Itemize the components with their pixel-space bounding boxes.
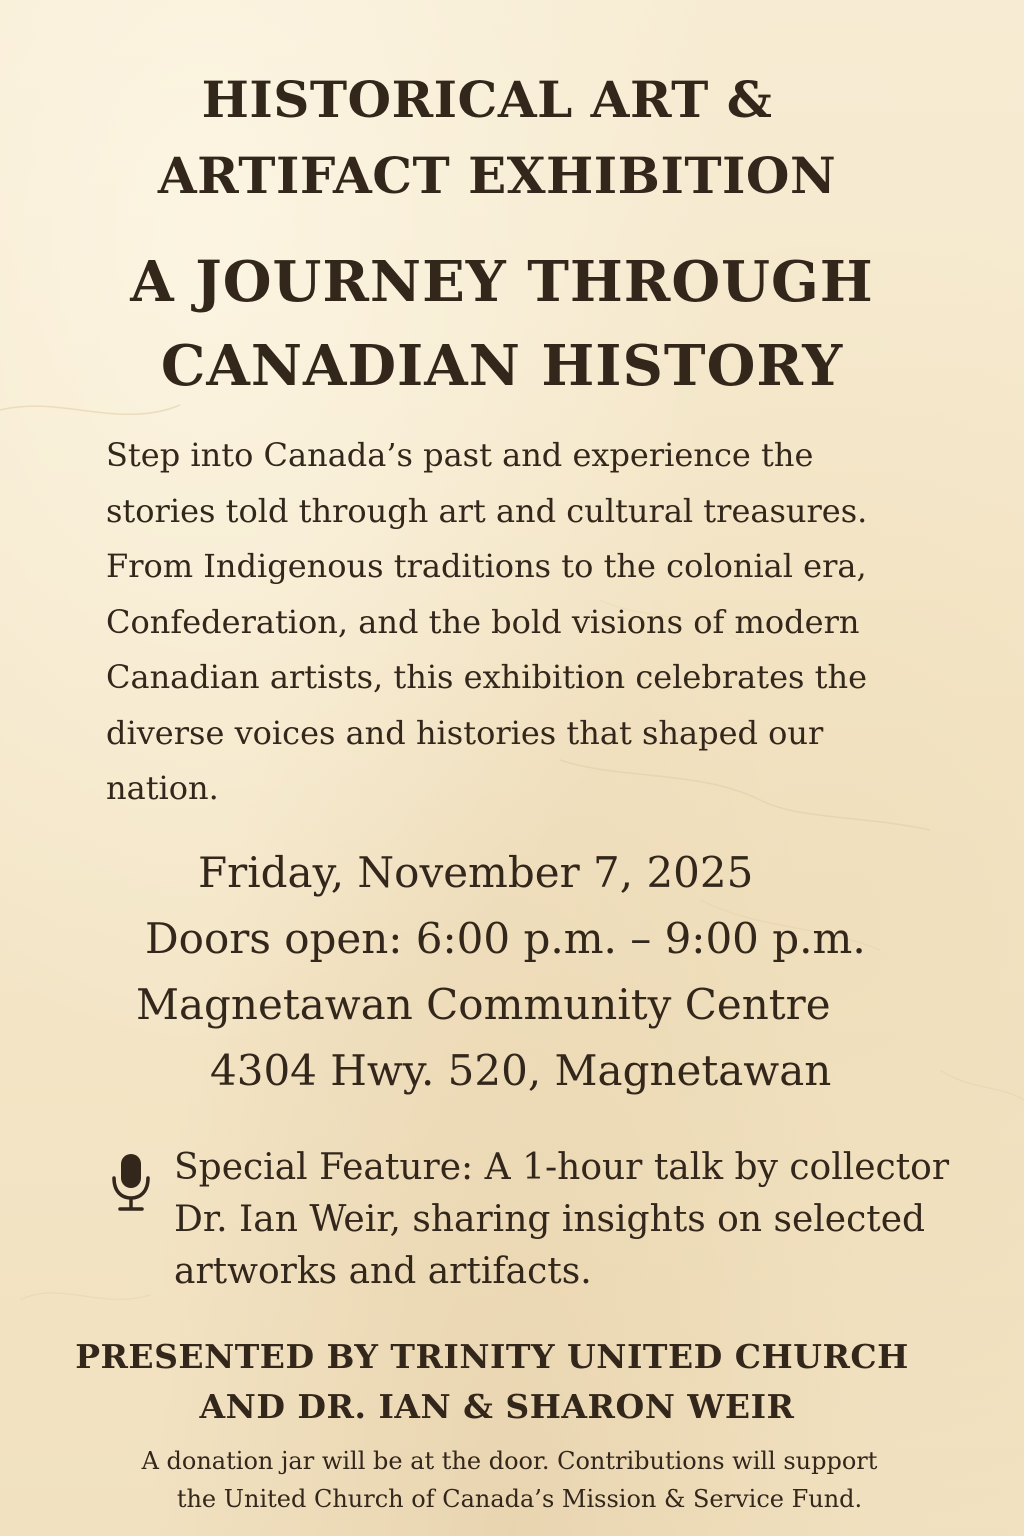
event-venue: Magnetawan Community Centre: [136, 980, 831, 1029]
description-line: nation.: [106, 769, 219, 807]
donation-line-1: A donation jar will be at the door. Contributions will support: [141, 1447, 878, 1475]
event-details: [0, 840, 1024, 1104]
presenters: [0, 1332, 1024, 1432]
exhibition-title-line-2: ARTIFACT EXHIBITION: [157, 146, 837, 205]
presenters-line-2: AND DR. IAN & SHARON WEIR: [199, 1387, 795, 1426]
special-feature-line: Special Feature: A 1-hour talk by collector: [174, 1147, 950, 1188]
event-date: Friday, November 7, 2025: [198, 848, 754, 897]
description-paragraph: [106, 428, 926, 817]
special-feature-line: artworks and artifacts.: [174, 1251, 592, 1292]
presenters-line-1: PRESENTED BY TRINITY UNITED CHURCH: [75, 1337, 909, 1376]
donation-line-2: the United Church of Canada’s Mission & Service Fund.: [176, 1485, 863, 1513]
special-feature-line: Dr. Ian Weir, sharing insights on selected: [174, 1199, 926, 1240]
special-feature-text: [174, 1142, 950, 1298]
description-line: Confederation, and the bold visions of modern: [106, 602, 860, 641]
event-address: 4304 Hwy. 520, Magnetawan: [210, 1046, 832, 1095]
exhibition-subtitle: [0, 240, 1024, 408]
microphone-icon: [110, 1152, 152, 1214]
description-line: Step into Canada’s past and experience the: [106, 436, 814, 474]
description-line: Canadian artists, this exhibition celebrates the: [106, 658, 868, 696]
exhibition-title: [0, 62, 1024, 214]
exhibition-subtitle-line-1: A JOURNEY THROUGH: [130, 249, 874, 315]
donation-note: [0, 1442, 1024, 1518]
exhibition-title-line-1: HISTORICAL ART &: [201, 70, 773, 129]
description-line: stories told through art and cultural treasures.: [106, 491, 868, 530]
description-line: diverse voices and histories that shaped our: [106, 713, 824, 752]
exhibition-subtitle-line-2: CANADIAN HISTORY: [160, 333, 844, 399]
event-doors-time: Doors open: 6:00 p.m. – 9:00 p.m.: [145, 914, 866, 963]
description-line: From Indigenous traditions to the colonial era,: [106, 547, 867, 585]
